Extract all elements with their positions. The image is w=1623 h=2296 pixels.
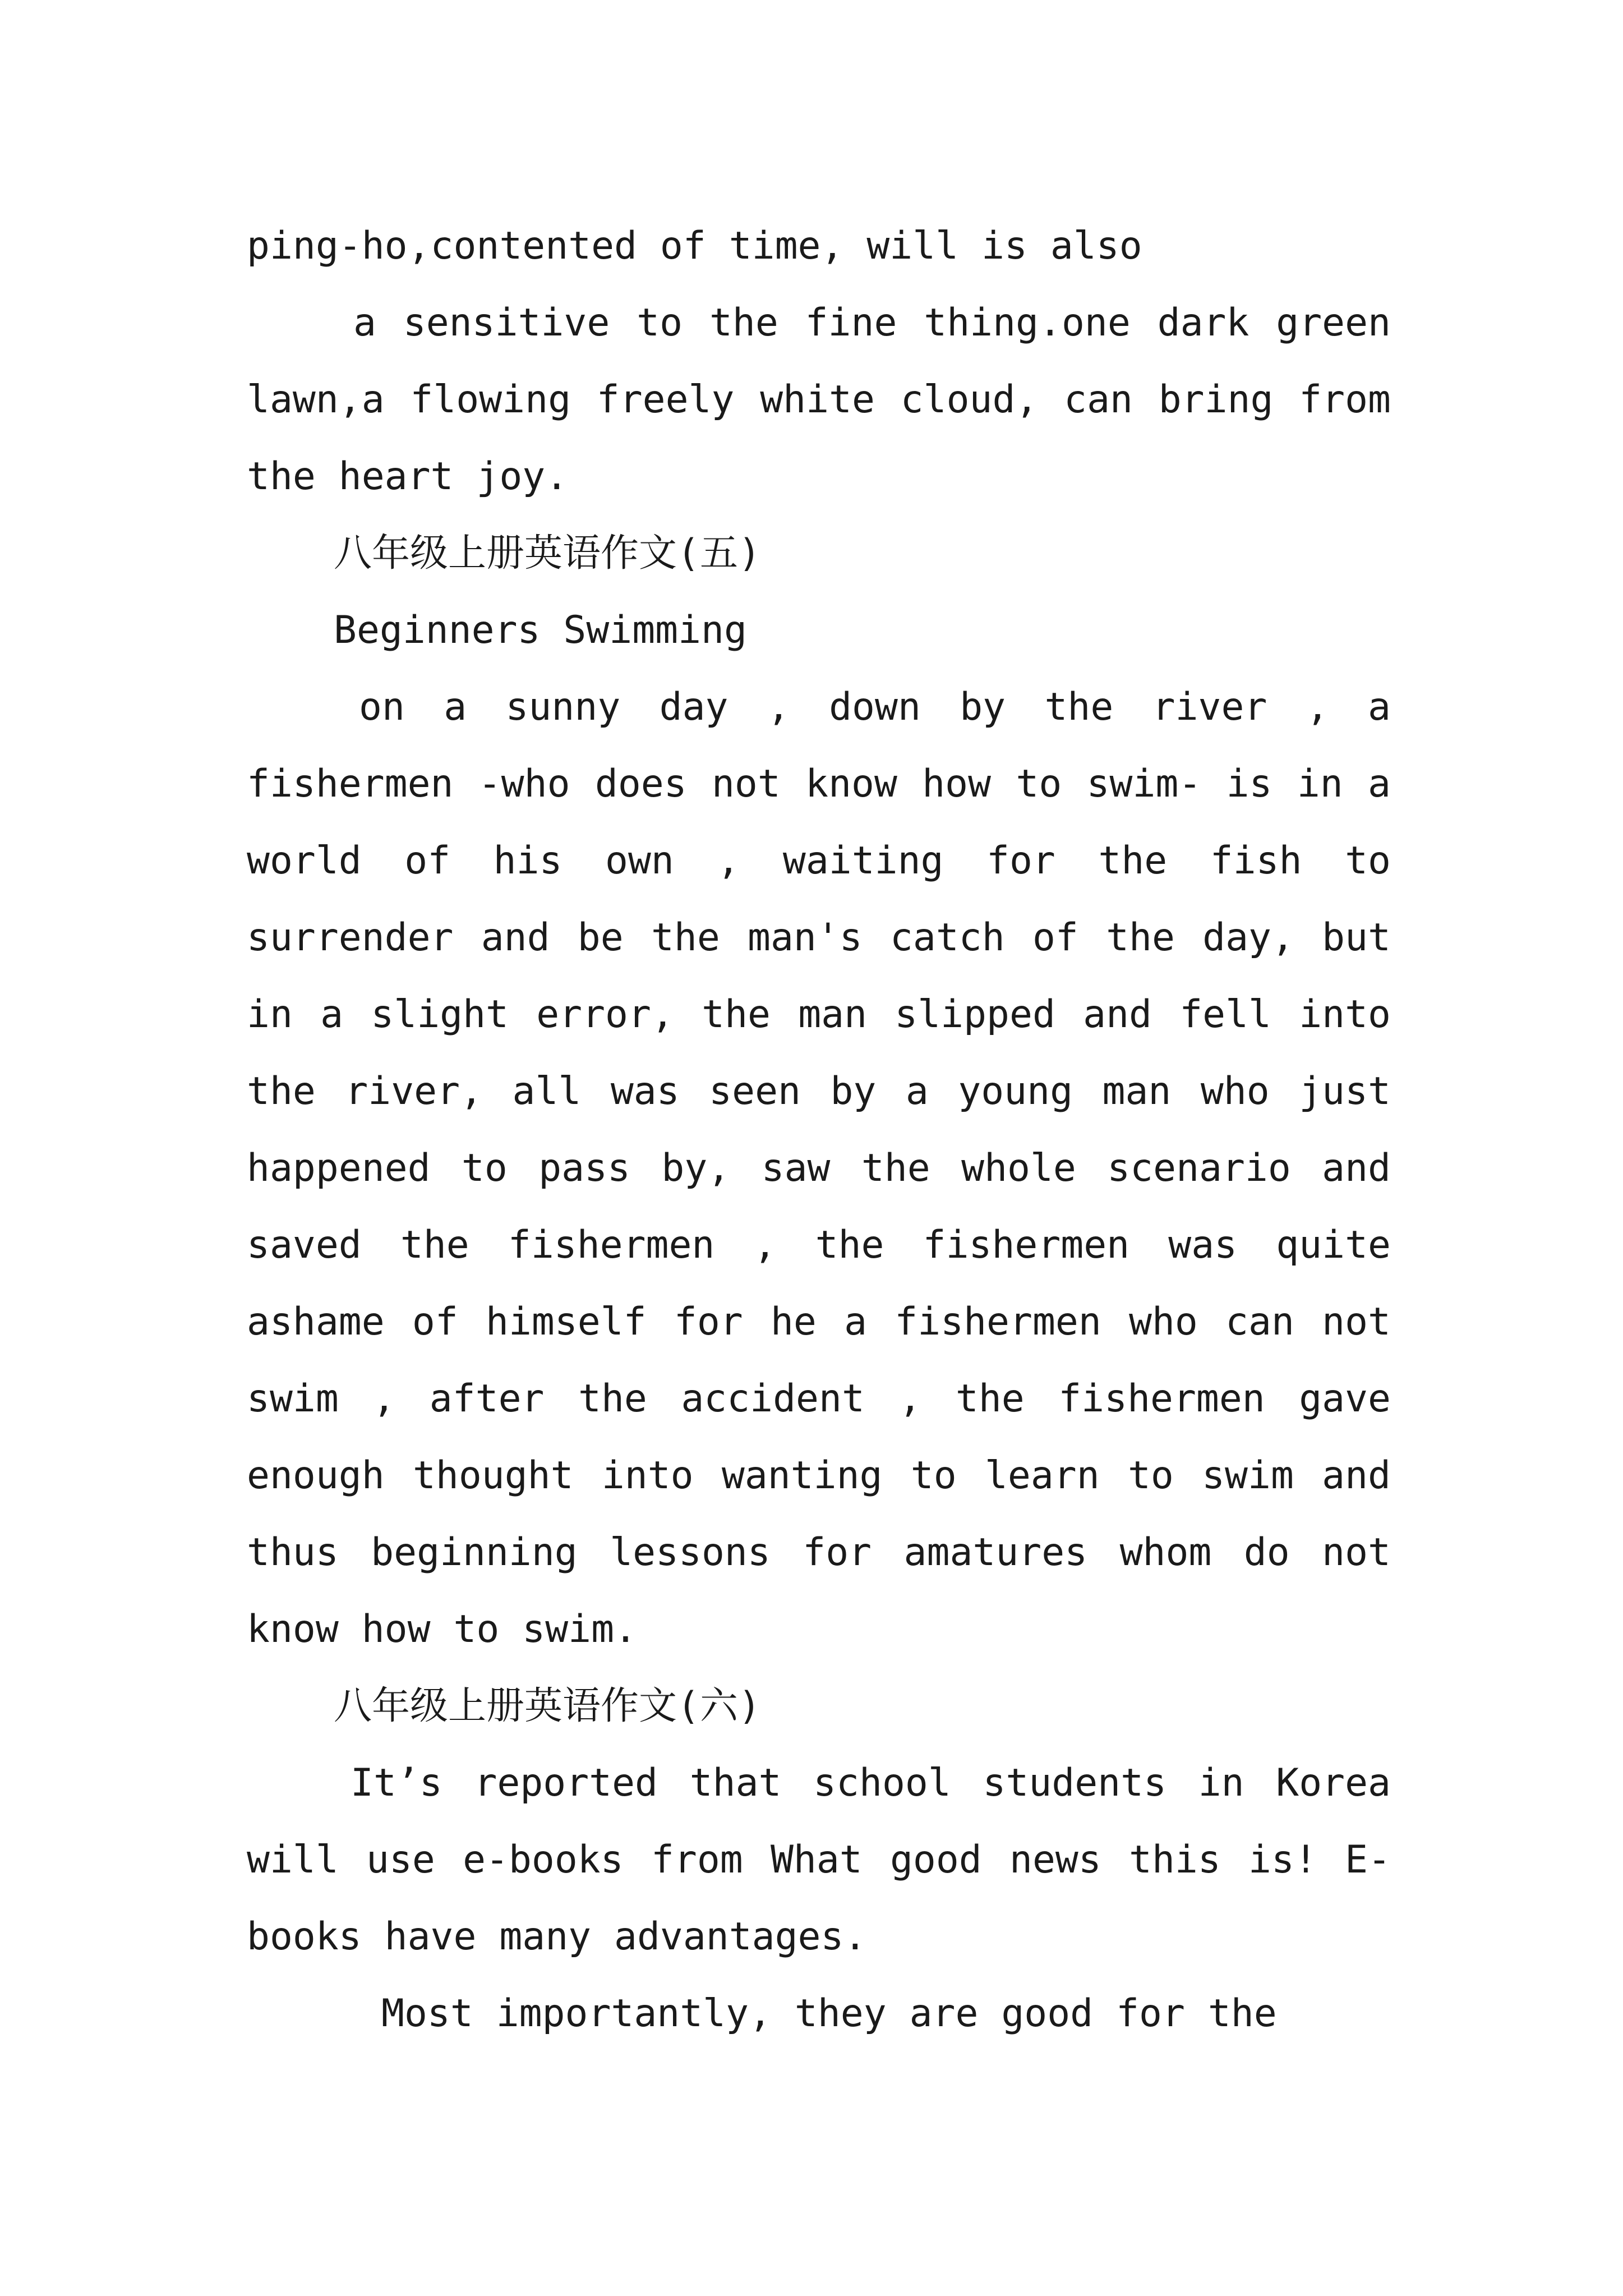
paragraph-continuation: ping-ho,contented of time, will is also [247, 224, 1142, 268]
paragraph-fisherman-story: on a sunny day , down by the river , a fishermen -who does not know how to swim- is in a world of his own , waiting for the fish to surrender and be the man's catch of the day, but in a slight error, the man slipped and fell into the river, all was seen by a young man who just happened to pass by, saw the whole scenario and saved the fishermen , the fishermen was quite ashame of himself for he a fishermen who can not swim , after the accident , the fishermen gave enough thought into wanting to learn to swim and thus beginning lessons for amatures whom do not know how to swim. [247, 685, 1391, 1651]
document-body [247, 208, 1391, 2052]
paragraph-ebooks-intro: It’s reported that school students in Korea will use e-books from What good news this is! E-books have many advantages. [247, 1761, 1391, 1959]
paragraph-ebooks-advantages: Most importantly, they are good for the [381, 1991, 1277, 2036]
essay-heading-6: 八年级上册英语作文(六) [334, 1684, 761, 1728]
essay-heading-5: 八年级上册英语作文(五) [334, 531, 761, 576]
essay-title-beginners-swimming: Beginners Swimming [334, 608, 747, 652]
paragraph-fine-thing: a sensitive to the fine thing.one dark green lawn,a flowing freely white cloud, can bring from the heart joy. [247, 301, 1391, 499]
